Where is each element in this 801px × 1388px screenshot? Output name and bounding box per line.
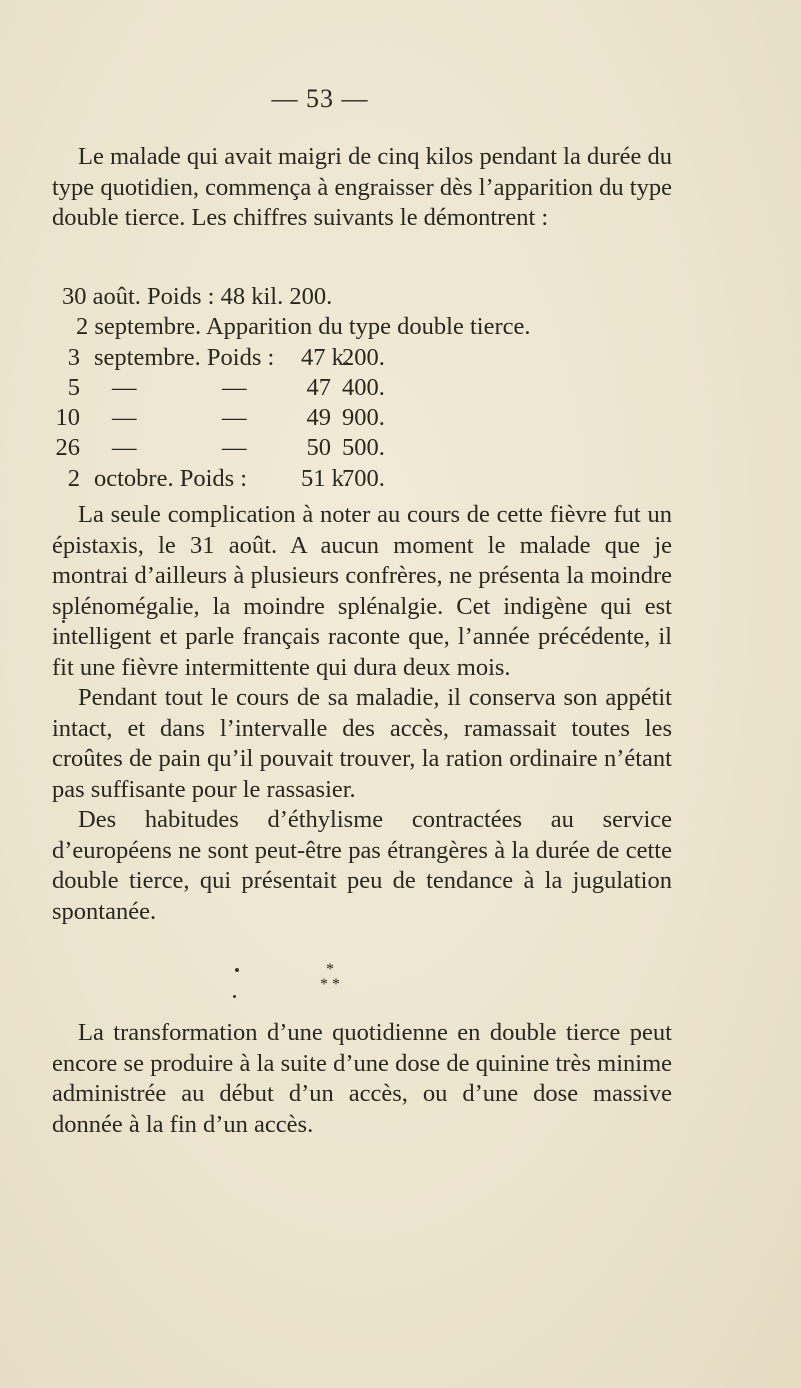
weight-kg: 47 bbox=[306, 373, 331, 401]
weight-day: 10 bbox=[55, 404, 80, 432]
paragraph-intro bbox=[52, 142, 672, 234]
paragraph-intro-text: Le malade qui avait maigri de cinq kilos pendant la durée du type quotidien, commença à engraisser dès l’apparition du type double tierce. Les chiffres suivants le démontrent : bbox=[52, 143, 672, 231]
paragraph-transformation bbox=[52, 1018, 672, 1140]
weight-kg: 49 bbox=[306, 404, 331, 432]
weight-ditto: — bbox=[222, 373, 247, 401]
weight-ditto: — bbox=[112, 404, 137, 432]
paragraph-transformation-text: La transformation d’une quotidienne en double tierce peut encore se produire à la suite d’une dose de quinine très minime administrée au début d’un accès, ou d’une dose massive donnée à la fin d’un accès. bbox=[52, 1019, 672, 1138]
weight-day: 5 bbox=[67, 373, 80, 401]
ink-speck bbox=[235, 968, 239, 972]
weight-g: 700. bbox=[342, 464, 385, 492]
weight-ditto: — bbox=[112, 373, 137, 401]
weight-day: 2 bbox=[67, 464, 80, 492]
weight-day: 26 bbox=[55, 434, 80, 462]
ink-speck bbox=[62, 620, 65, 623]
weight-day: 3 bbox=[67, 343, 80, 371]
weight-label: octobre. Poids : bbox=[94, 464, 248, 492]
weight-ditto: — bbox=[222, 404, 247, 432]
weight-ditto: — bbox=[112, 434, 137, 462]
paragraph-complication: La seule complication à noter au cours de cette fièvre fut un épistaxis, le 31 août. A aucun moment le malade que je montrai d’ailleurs à plusieurs confrères, ne présenta la moindre splénomégalie, la moindre splénalgie. Cet indigène qui est intelligent et parle français raconte que, l’année précédente, il fit une fièvre intermittente qui dura deux mois. bbox=[52, 501, 672, 681]
weight-ditto: — bbox=[222, 434, 247, 462]
weight-line: 30 août. Poids : 48 kil. 200. bbox=[62, 283, 333, 310]
page-number: — 53 — bbox=[271, 84, 369, 113]
weight-kg: 47 k. bbox=[301, 343, 350, 371]
weight-kg: 50 bbox=[306, 434, 331, 462]
weight-g: 400. bbox=[342, 373, 385, 401]
weight-g: 500. bbox=[342, 434, 385, 462]
paragraph-ethylisme: Des habitudes d’éthylisme contractées au service d’européens ne sont peut-être pas étrangères à la durée de cette double tierce, qui présentait peu de tendance à la jugulation spontanée. bbox=[52, 806, 672, 925]
section-separator bbox=[280, 962, 380, 992]
weight-g: 900. bbox=[342, 404, 385, 432]
weight-label: septembre. Poids : bbox=[94, 343, 275, 371]
separator-star-top: * bbox=[326, 961, 334, 978]
weight-line: 2 septembre. Apparition du type double tierce. bbox=[76, 313, 531, 341]
weight-kg: 51 k. bbox=[301, 464, 350, 492]
paragraph-group bbox=[52, 500, 672, 927]
weight-g: 200. bbox=[342, 343, 385, 371]
separator-star-bottom: * * bbox=[320, 976, 340, 993]
ink-speck bbox=[233, 995, 236, 998]
paragraph-appetit: Pendant tout le cours de sa maladie, il conserva son appétit intact, et dans l’intervalle des accès, ramassait toutes les croûtes de pain qu’il pouvait trouver, la ration ordinaire n’étant pas suffisante pour le rassasier. bbox=[52, 684, 672, 803]
